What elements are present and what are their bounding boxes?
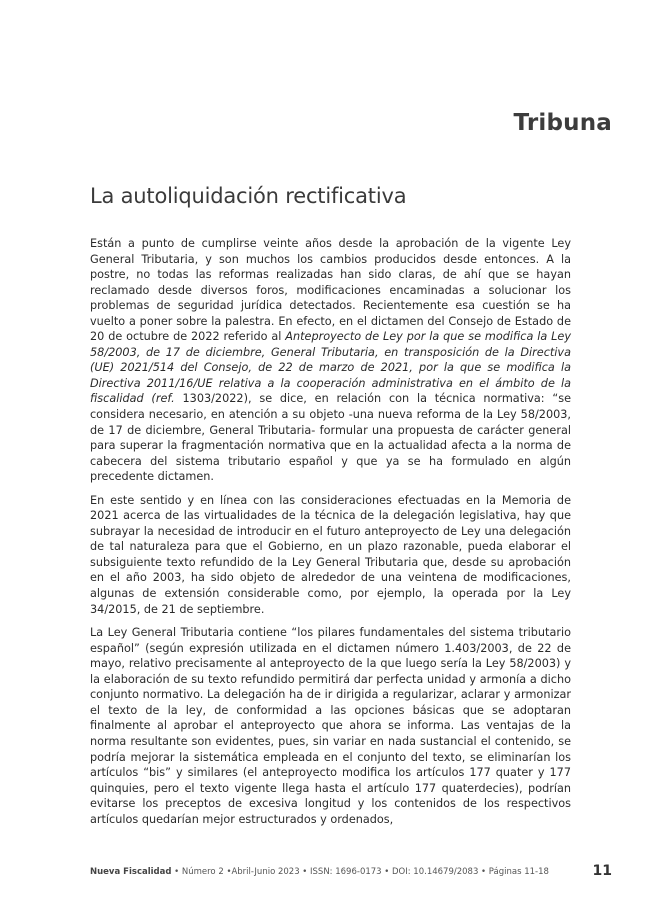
article-title: La autoliquidación rectificativa [90,184,407,208]
page-number: 11 [592,863,612,879]
paragraph-1 [90,236,571,485]
page-footer [90,863,612,879]
paragraph-3: La Ley General Tributaria contiene “los pilares fundamentales del sistema tributario español” (según expresión utilizada en el dictamen número 1.403/2003, de 22 de mayo, relativo precisamente al anteproyecto de la que luego sería la Ley 58/2003) y la elaboración de su texto refundido permitirá dar perfecta unidad y armonía a dicho conjunto normativo. La delegación ha de ir dirigida a regularizar, aclarar y armonizar el texto de la ley, de conformidad a las opciones básicas que se adoptaran finalmente al aprobar el anteproyecto que ahora se informa. Las ventajas de la norma resultante son evidentes, pues, sin variar en nada sustancial el contenido, se podría mejorar la sistemática empleada en el conjunto del texto, se eliminarían los artículos “bis” y similares (el anteproyecto modifica los artículos 177 quater y 177 quinquies, pero el texto vigente llega hasta el artículo 177 quaterdecies), podrían evitarse los preceptos de excesiva longitud y los contenidos de los respectivos artículos quedarían mejor estructurados y ordenados, [90,626,571,826]
journal-details: • Número 2 •Abril-Junio 2023 • ISSN: 1696-0173 • DOI: 10.14679/2083 • Páginas 11-18 [171,867,549,877]
journal-name: Nueva Fiscalidad [90,867,172,877]
paragraph-1-text-end: 1303/2022), se dice, en relación con la técnica normativa: “se considera necesario, en atención a su objeto -una nueva reforma de la Ley 58/2003, de 17 de diciembre, General Tributaria- formular una propuesta de carácter general para superar la fragmentación normativa que en la actualidad afecta a la norma de cabecera del sistema tributario español y que ya se ha formulado en algún precedente dictamen. [90,392,571,484]
paragraph-1-italic-citation: Anteproyecto de Ley por la que se modifica la Ley 58/2003, de 17 de diciembre, General Tributaria, en transposición de la Directiva (UE) 2021/514 del Consejo, de 22 de marzo de 2021, por la que se modifica la Directiva 2011/16/UE relativa a la cooperación administrativa en el ámbito de la fiscalidad (ref. [90,330,571,406]
section-label: Tribuna [513,110,612,136]
paragraph-2: En este sentido y en línea con las consideraciones efectuadas en la Memoria de 2021 acerca de las virtualidades de la técnica de la delegación legislativa, hay que subrayar la necesidad de introducir en el futuro anteproyecto de Ley una delegación de tal naturaleza para que el Gobierno, en un plazo razonable, pueda elaborar el subsiguiente texto refundido de la Ley General Tributaria que, desde su aprobación en el año 2003, ha sido objeto de alrededor de una veintena de modificaciones, algunas de extensión considerable como, por ejemplo, la operada por la Ley 34/2015, de 21 de septiembre. [90,493,571,616]
paragraph-1-text: Están a punto de cumplirse veinte años desde la aprobación de la vigente Ley General Tributaria, y son muchos los cambios producidos desde entonces. A la postre, no todas las reformas realizadas han sido claras, de ahí que se hayan reclamado desde diversos foros, modificaciones encaminadas a solucionar los problemas de seguridad jurídica detectados. Recientemente esa cuestión se ha vuelto a poner sobre la palestra. En efecto, en el dictamen del Consejo de Estado de 20 de octubre de 2022 referido al [90,237,571,344]
article-body [90,236,571,835]
